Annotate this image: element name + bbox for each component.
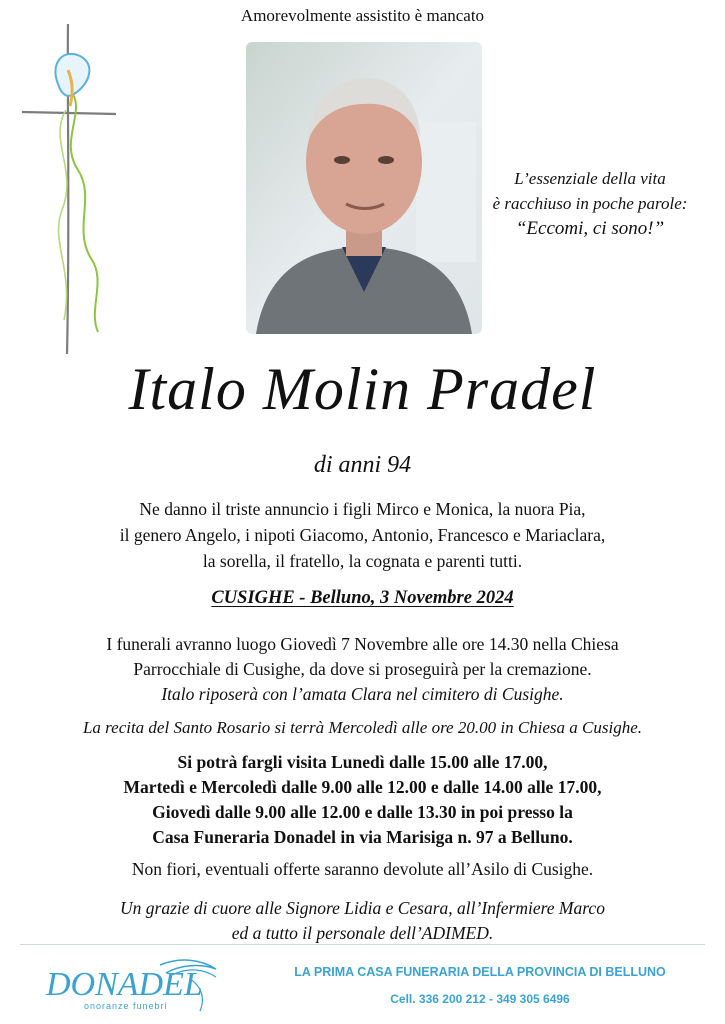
visits-line: Si potrà fargli visita Lunedì dalle 15.00 alle 17.00, (177, 752, 548, 772)
place-date: CUSIGHE - Belluno, 3 Novembre 2024 (211, 588, 514, 608)
thanks-line: Un grazie di cuore alle Signore Lidia e Cesara, all’Infermiere Marco (120, 898, 605, 918)
logo-name: DONADEL (46, 966, 203, 1003)
quote-line: è racchiuso in poche parole: (492, 194, 688, 213)
funeral-info (0, 632, 725, 707)
epigraph-quote (470, 166, 710, 241)
footer-tagline: LA PRIMA CASA FUNERARIA DELLA PROVINCIA DI BELLUNO (294, 965, 666, 979)
logo-subtitle: onoranze funebri (84, 1001, 168, 1011)
donadel-logo (40, 955, 230, 1017)
place-date-wrap (0, 588, 725, 609)
announcement-line: il genero Angelo, i nipoti Giacomo, Antonio, Francesco e Mariaclara, (119, 525, 606, 545)
quote-line: L’essenziale della vita (514, 169, 666, 188)
thanks-note (0, 896, 725, 946)
visits-line: Martedì e Mercoledì dalle 9.00 alle 12.00 e dalle 14.00 alle 17.00, (123, 777, 602, 797)
visits-line: Giovedì dalle 9.00 alle 12.00 e dalle 13.30 in poi presso la (152, 802, 573, 822)
announcement-line: Ne danno il triste annuncio i figli Mirco e Monica, la nuora Pia, (139, 499, 586, 519)
cross-with-calla-lily-icon (18, 20, 118, 360)
rosary-info: La recita del Santo Rosario si terrà Mercoledì alle ore 20.00 in Chiesa a Cusighe. (82, 718, 643, 737)
funeral-line: Parrocchiale di Cusighe, da dove si proseguirà per la cremazione. (133, 659, 592, 679)
footer-divider (20, 944, 705, 945)
funeral-line: Italo riposerà con l’amata Clara nel cimitero di Cusighe. (161, 684, 564, 704)
visits-info (0, 750, 725, 850)
thanks-line: ed a tutto il personale dell’ADIMED. (231, 923, 494, 943)
visits-line: Casa Funeraria Donadel in via Marisiga n. 97 a Belluno. (152, 827, 573, 847)
quote-line: “Eccomi, ci sono!” (515, 218, 665, 239)
footer-phones: Cell. 336 200 212 - 349 305 6496 (390, 992, 570, 1006)
deceased-age: di anni 94 (313, 452, 412, 478)
deceased-name: Italo Molin Pradel (128, 356, 597, 422)
announcement-text (0, 496, 725, 574)
intro-text: Amorevolmente assistito è mancato (240, 6, 485, 25)
portrait-photo (246, 42, 482, 334)
flowers-note: Non fiori, eventuali offerte saranno devolute all’Asilo di Cusighe. (131, 859, 594, 879)
announcement-line: la sorella, il fratello, la cognata e parenti tutti. (202, 551, 523, 571)
funeral-line: I funerali avranno luogo Giovedì 7 Novembre alle ore 14.30 nella Chiesa (106, 634, 619, 654)
